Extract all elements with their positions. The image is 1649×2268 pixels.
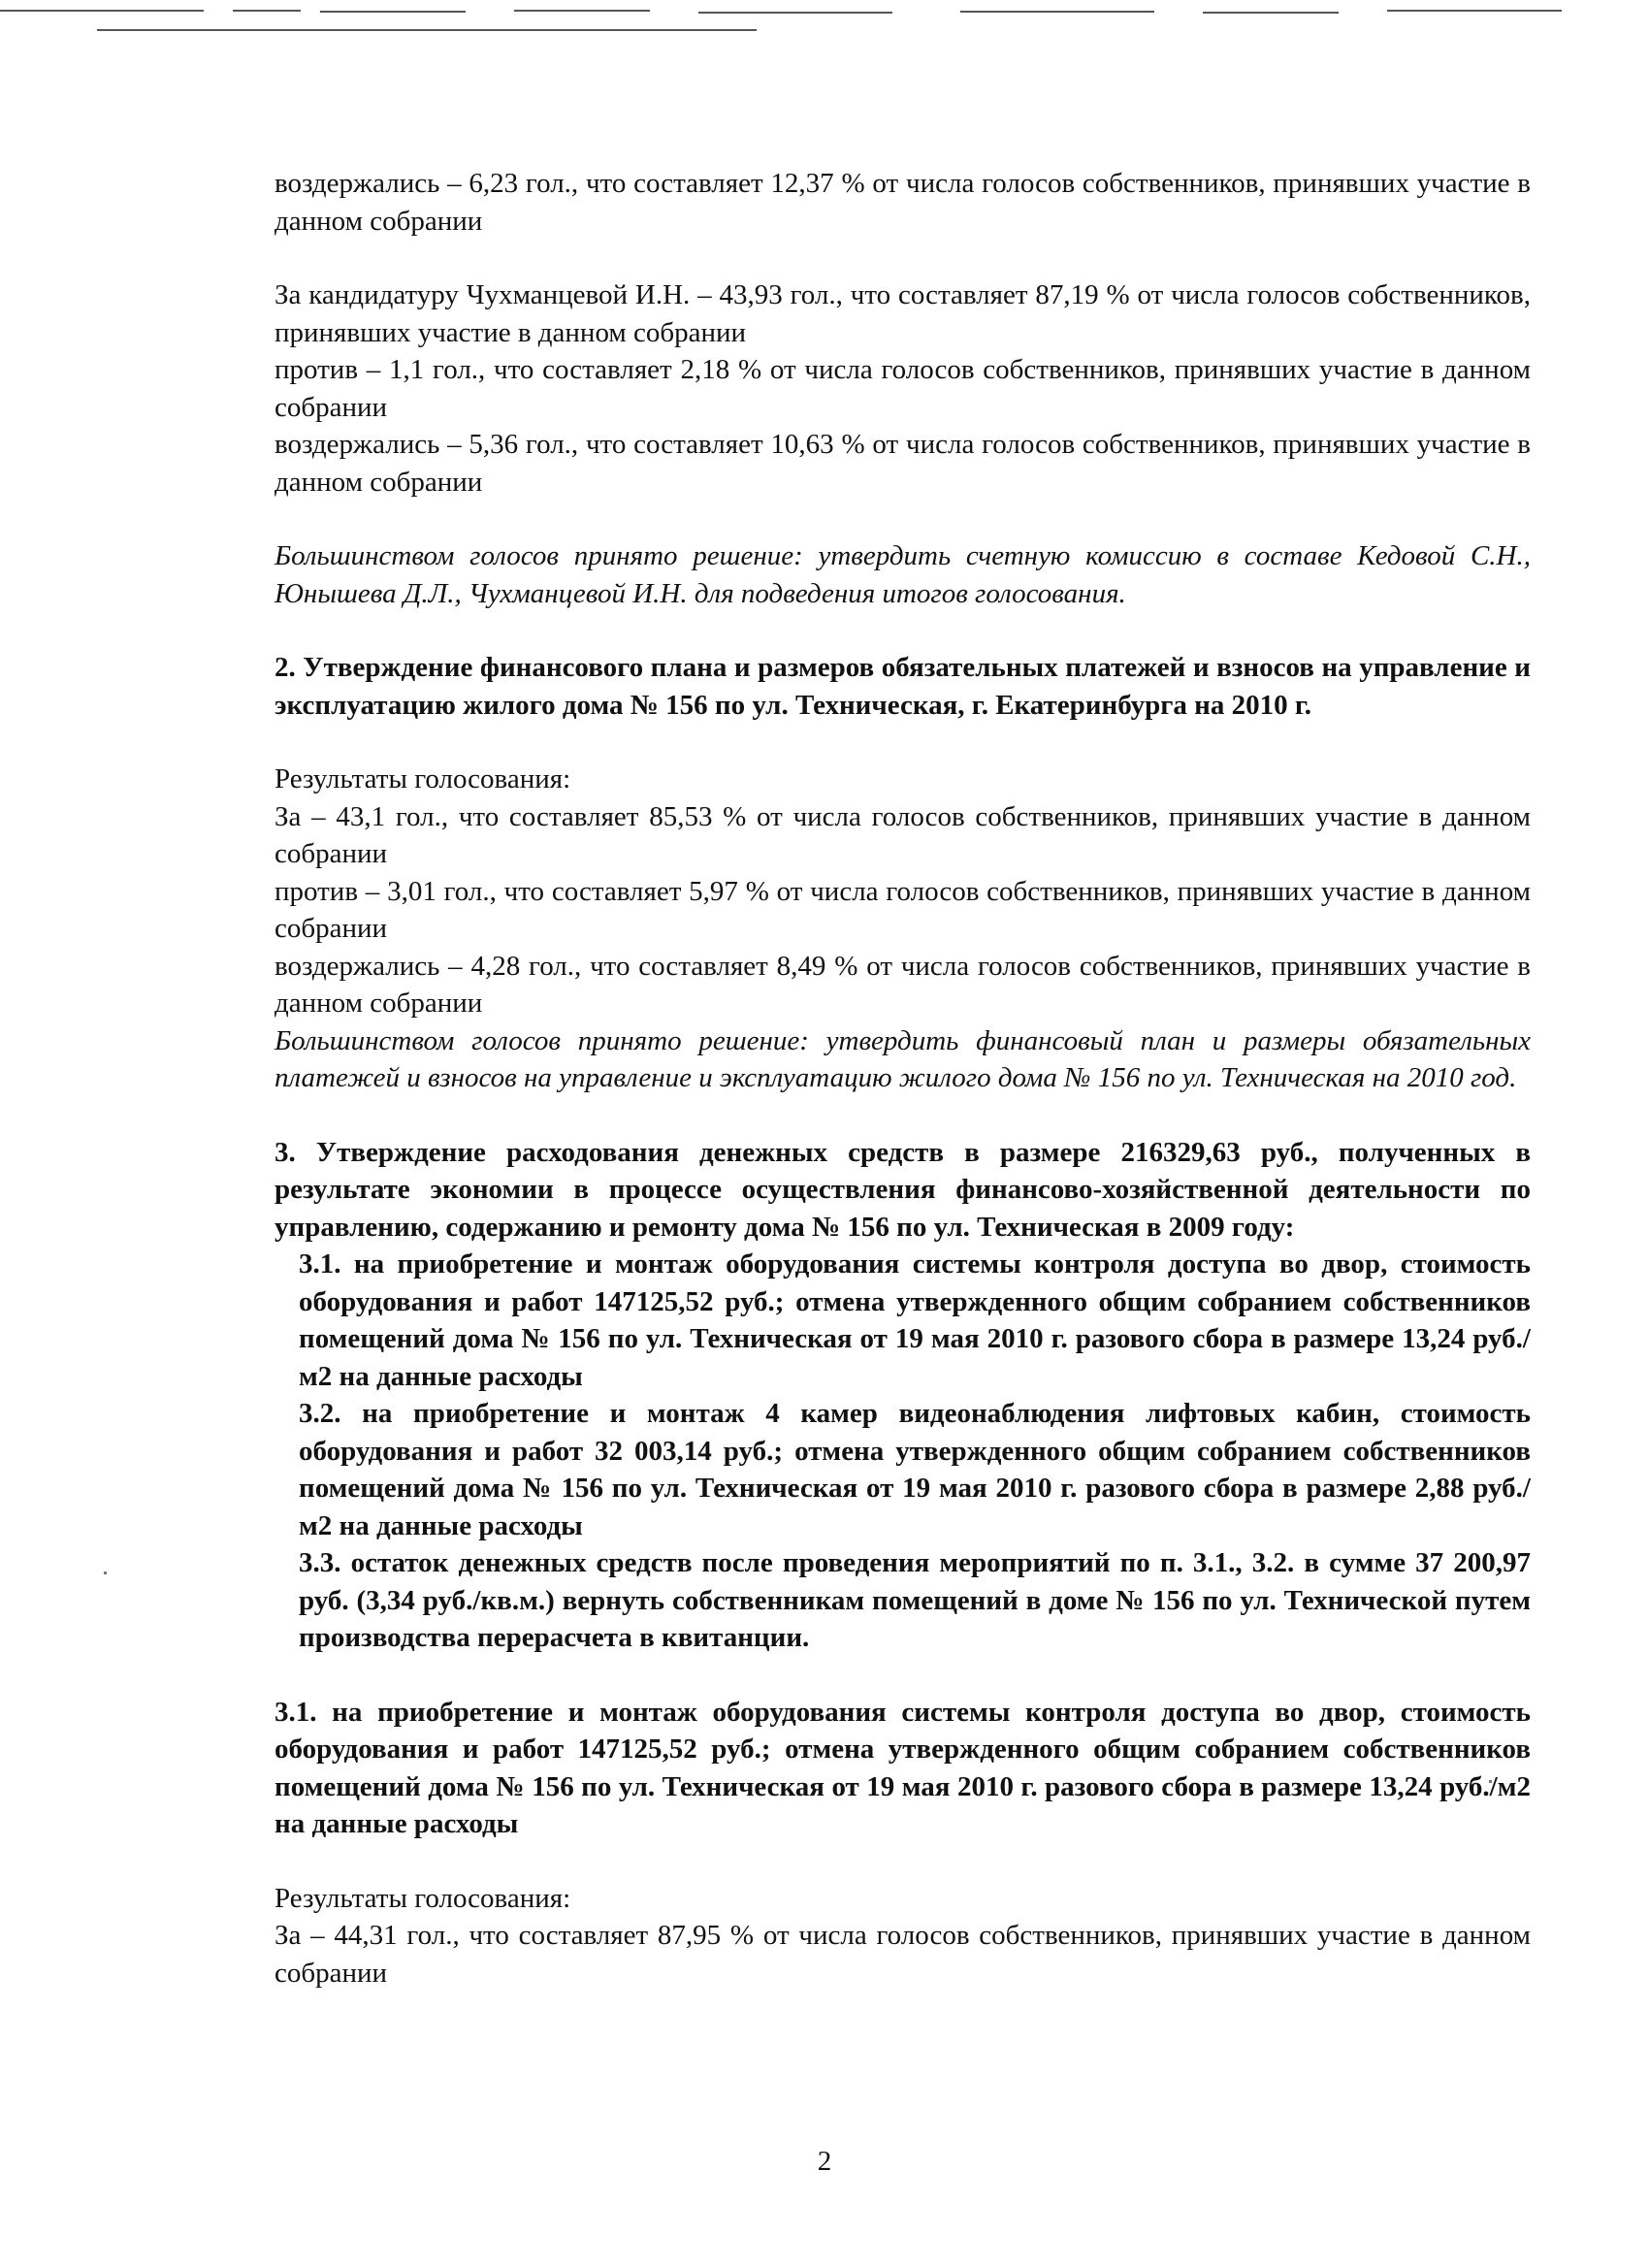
scan-artifact-line (0, 10, 204, 12)
scan-artifact-line (960, 11, 1154, 13)
vote-line: За – 44,31 гол., что составляет 87,95 % от числа голосов собственников, принявших участие в данном собрании (275, 1920, 1531, 1989)
scan-speck (104, 1571, 107, 1574)
spacer (275, 501, 1531, 537)
vote-line: За кандидатуру Чухманцевой И.Н. – 43,93 гол., что составляет 87,19 % от числа голосов собственников, принявших участие в данном собрании (275, 279, 1531, 348)
vote-line: против – 3,01 гол., что составляет 5,97 % от числа голосов собственников, принявших участие в данном собрании (275, 875, 1531, 944)
spacer (275, 1097, 1531, 1134)
section-heading: 3.1. на приобретение и монтаж оборудования системы контроля доступа во двор, стоимость оборудования и работ 147125,52 руб.; отмена утвержденного общим собранием собственников помещений дома № 156 по ул. Техническая от 19 мая 2010 г. разового сбора в размере 13,24 руб./м2 на данные расходы (275, 1696, 1531, 1839)
decision-text: Большинством голосов принято решение: утвердить финансовый план и размеры обязательных платежей и взносов на управление и эксплуатацию жилого дома № 156 по ул. Техническая на 2010 год. (275, 1024, 1531, 1093)
results-label: Результаты голосования: (275, 763, 571, 794)
sub-item: 3.2. на приобретение и монтаж 4 камер видеонаблюдения лифтовых кабин, стоимость оборудования и работ 32 003,14 руб.; отмена утвержденного общим собранием собственников помещений дома № 156 по ул. Техническая от 19 мая 2010 г. разового сбора в размере 2,88 руб./м2 на данные расходы (299, 1398, 1531, 1541)
vote-line: воздержались – 5,36 гол., что составляет 10,63 % от числа голосов собственников, принявших участие в данном собрании (275, 429, 1531, 498)
vote-line: воздержались – 6,23 гол., что составляет 12,37 % от числа голосов собственников, принявших участие в данном собрании (275, 168, 1531, 237)
vote-line: воздержались – 4,28 гол., что составляет 8,49 % от числа голосов собственников, принявших участие в данном собрании (275, 950, 1531, 1019)
scan-artifact-line (698, 12, 892, 14)
spacer (275, 612, 1531, 649)
vote-line: За – 43,1 гол., что составляет 85,53 % от числа голосов собственников, принявших участие в данном собрании (275, 800, 1531, 869)
document-page (275, 165, 1531, 1992)
vote-line: против – 1,1 гол., что составляет 2,18 % от числа голосов собственников, принявших участие в данном собрании (275, 354, 1531, 423)
decision-text: Большинством голосов принято решение: утвердить счетную комиссию в составе Кедовой С.Н., Юнышева Д.Л., Чухманцевой И.Н. для подведения итогов голосования. (275, 540, 1531, 609)
scan-artifact-line (233, 10, 301, 12)
scan-artifact-line (514, 10, 650, 12)
page-number: 2 (817, 2146, 832, 2177)
scan-artifact-line (1203, 12, 1339, 14)
scan-artifact-line (1387, 10, 1562, 12)
section-heading: 2. Утверждение финансового плана и размеров обязательных платежей и взносов на управление и эксплуатацию жилого дома № 156 по ул. Техническая, г. Екатеринбурга на 2010 г. (275, 652, 1531, 721)
spacer (275, 1657, 1531, 1694)
spacer (275, 1843, 1531, 1880)
spacer (275, 240, 1531, 276)
spacer (275, 724, 1531, 761)
scan-artifact-line (320, 11, 466, 13)
sub-item: 3.1. на приобретение и монтаж оборудования системы контроля доступа во двор, стоимость оборудования и работ 147125,52 руб.; отмена утвержденного общим собранием собственников помещений дома № 156 по ул. Техническая от 19 мая 2010 г. разового сбора в размере 13,24 руб./м2 на данные расходы (299, 1248, 1531, 1392)
scan-artifact-line (97, 29, 757, 31)
sub-item: 3.3. остаток денежных средств после проведения мероприятий по п. 3.1., 3.2. в сумме 37 200,97 руб. (3,34 руб./кв.м.) вернуть собственникам помещений в доме № 156 по ул. Технической путем производства перерасчета в квитанции. (299, 1547, 1531, 1653)
section-heading: 3. Утверждение расходования денежных средств в размере 216329,63 руб., полученных в результате экономии в процессе осуществления финансово-хозяйственной деятельности по управлению, содержанию и ремонту дома № 156 по ул. Техническая в 2009 году: (275, 1136, 1531, 1243)
results-label: Результаты голосования: (275, 1882, 571, 1914)
